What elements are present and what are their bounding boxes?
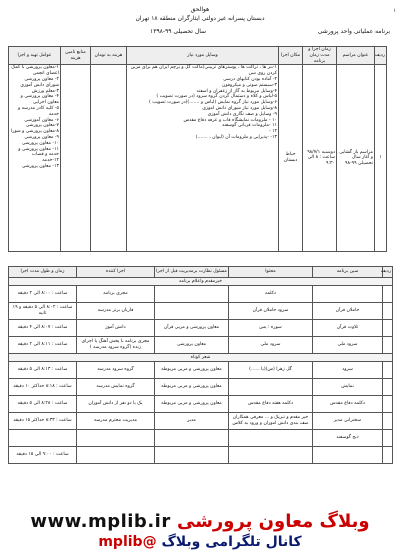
program-title: برنامه عملیاتی واحد پرورشی (317, 28, 390, 35)
agent-line: ۷-معاون پرورشی (25, 123, 59, 129)
sched-header-section: سین برنامه (313, 267, 383, 278)
agent-line: ۱۲-خدمه (42, 158, 59, 164)
watermark-channel-text: کانال تلگرامی وبلاگ (161, 534, 302, 550)
watermark-url[interactable]: www.mplib.ir (30, 511, 171, 532)
cell-empty (383, 396, 393, 413)
agent-line: ۱۰- معاون پرورشی (21, 140, 59, 146)
cell-content: سوره : یس (229, 320, 313, 337)
cell-empty (383, 337, 393, 354)
operational-plan-table (8, 46, 387, 252)
item-line: ۱۳- -پذیرایی و ملزومات آن (لیوان ، .......) (195, 134, 277, 140)
cell-section: سخنرانی مدیر (313, 413, 383, 430)
cell-empty (383, 286, 393, 303)
cell-supervisor (155, 447, 229, 464)
item-line: ۲- آماده بودن کتابهای درسی (223, 76, 277, 82)
sched-header-row: ردیف (383, 267, 393, 278)
cell-content: دکلمه (229, 286, 313, 303)
item-line: ۱۰ - ملزومات نمایشگاه قاب و عرفه دفاع مقدس (183, 117, 277, 123)
item-line: ۴-وسایل مربوط به گاز از زعفران و اسفند (196, 88, 277, 94)
cell-time: ساعت : ۸:۲۸ الی ۵ دقیقه (9, 396, 77, 413)
col-header-title: عنوان مراسم (337, 47, 375, 65)
cell-section (313, 286, 383, 303)
cell-performer: مجری برنامه با پخش آهنگ یا اجرای زنده (گروه سرود مدرسه ) (77, 337, 155, 354)
cell-content (229, 430, 313, 447)
cell-empty (383, 320, 393, 337)
agent-line: ۳-معلم ورزش (31, 88, 59, 94)
col-header-items: وسایل مورد نیاز (127, 47, 279, 65)
item-line: ۹- وسایل و صف نگاری دانش آموزی (207, 111, 277, 117)
cell-supervisor (155, 430, 229, 447)
bismillah-heading: هوالحق (190, 6, 210, 13)
cell-supervisor: معاون پرورشی (155, 337, 229, 354)
agent-line: ۱۳- معاون پرورشی (21, 163, 59, 169)
cell-performer: مدیریت محترم مدرسه (77, 413, 155, 430)
cell-content: گل زهرا (س)(یا ......) (229, 362, 313, 379)
watermark-brand: وبلاگ معاون پرورشی (176, 511, 370, 532)
sched-header-supervisor: مسئول نظارت برمدیریت قبل از اجرا (155, 267, 229, 278)
cell-empty (383, 303, 393, 320)
cell-section: سرود ملی (313, 337, 383, 354)
school-name: دبستان پسرانه غیر دولتی ایثارگران منطقه ۱۸ تهران (135, 15, 265, 22)
col-header-row: ردیف (375, 47, 387, 65)
cell-time: ساعت : ۸:۱۸ حداکثر ۱۰ دقیقه (9, 379, 77, 396)
cost-cell (91, 65, 127, 252)
cell-supervisor: مدیر (155, 413, 229, 430)
cell-section: تلاوت قرآن (313, 320, 383, 337)
agents-cell (9, 65, 61, 252)
page-mark: ۱ (393, 8, 396, 14)
section-welcome: خیرمقدم واعلام برنامه (9, 278, 393, 286)
col-header-agents: عوامل تهیه و اجرا (9, 47, 61, 65)
source-cell (61, 65, 91, 252)
cell-section (313, 447, 383, 464)
cell-supervisor: معاون پرورشی و مربی مربوطه (155, 362, 229, 379)
cell-time: ساعت : ۸:۰۷ الی ۴ دقیقه (9, 320, 77, 337)
cell-time: ساعت : ۸:۰۲ الی ۵ دقیقه و ۱۹ ثانیه (9, 303, 77, 320)
ceremony-place: حیاط دبستان (279, 65, 303, 252)
cell-supervisor (155, 303, 229, 320)
item-line: ۵-لباس و کلاه و دستمال گردن گروه سرود (در صورت تصویب ) (156, 94, 277, 100)
ceremony-schedule-table (8, 266, 393, 464)
cell-performer: مجری برنامه (77, 286, 155, 303)
agent-line: ۵- کلیه کادر مدرسه و خدمه (18, 105, 59, 117)
item-line: ۱۲ - (268, 129, 277, 135)
col-header-place: مکان اجرا (279, 47, 303, 65)
watermark-blog-line (0, 511, 400, 532)
cell-section: ذبح گوسفند (313, 430, 383, 447)
agent-line: ۱۱- معاون پرورشی و خدمه و قصاب (18, 146, 59, 158)
col-header-time: زمان اجرا و مدت زمان برنامه (303, 47, 337, 65)
cell-content: سرود ملی (229, 337, 313, 354)
agent-line: ۴- معاون پرورشی و معاون اجرایی (20, 94, 59, 106)
cell-performer: گروه نمایش مدرسه (77, 379, 155, 396)
cell-time: ساعت : ۸:۱۱ الی ۲ دقیقه (9, 337, 77, 354)
cell-supervisor: معاون پرورشی و مربی مربوطه (155, 396, 229, 413)
sched-header-content: محتوا (229, 267, 313, 278)
cell-performer (77, 447, 155, 464)
required-items (127, 65, 279, 252)
cell-performer: گروه سرود مدرسه (77, 362, 155, 379)
agent-line: ۱-معاون پرورشی با کمک اعضای انجمن (11, 65, 59, 77)
watermark-handle[interactable]: @mplib (98, 534, 157, 550)
ceremony-time: دوشنبه ۹۸/۷/۱ ساعت : ۸ الی ۹:۳۰ (303, 65, 337, 252)
cell-section: سرود (313, 362, 383, 379)
sched-header-performer: اجرا کننده (77, 267, 155, 278)
cell-performer (77, 430, 155, 447)
col-header-cost: هزینه به تومان (91, 47, 127, 65)
agent-line: ۶- معاون آموزشی (24, 117, 59, 123)
cell-section: نمایش (313, 379, 383, 396)
watermark-channel-line (0, 534, 400, 550)
cell-empty (383, 379, 393, 396)
item-line: ۱۱ -ملزومات قربانی گوسفند (222, 123, 277, 129)
section-short-poem: شعر کوتاه (9, 354, 393, 362)
agent-line: ۹- معاون پرورشی (24, 134, 59, 140)
cell-performer: قاریان برتر مدرسه (77, 303, 155, 320)
cell-performer: یک یا دو نفر از دانش آموزان (77, 396, 155, 413)
item-line: ۱-بنر ها ، تراکت ها ، پوسترهای تزیینی(ماکت گل و پرچم ایران هم برای مزین کردن روی سن (130, 65, 277, 77)
agent-line: ۸-معاون پرورشی و شورا (10, 129, 59, 135)
item-line: ۳-سیستم صوتی و میکروفون (222, 82, 277, 88)
cell-empty (383, 413, 393, 430)
agent-line: ۲- معاون پرورشی شورای دانش آموزی (20, 76, 59, 88)
cell-supervisor: معاون پرورشی و مربی مربوطه (155, 379, 229, 396)
cell-performer: دانش آموز (77, 320, 155, 337)
cell-time: ساعت : ۸:۰۰ الی ۲ دقیقه (9, 286, 77, 303)
cell-content: دکلمه هفته دفاع مقدس (229, 396, 313, 413)
cell-empty (383, 430, 393, 447)
item-line: ۶-وسایل مورد نیاز گروه نمایش (لباس و .......)(در صورت تصویب ) (148, 100, 277, 106)
cell-supervisor (155, 286, 229, 303)
cell-content: سرود حاملان قرآن (229, 303, 313, 320)
cell-content: خیر مقدم و تبریک و ... معرفی همکاران صف بندی دانش اموزان و ورود به کلاس (229, 413, 313, 430)
cell-empty (383, 362, 393, 379)
sched-header-time: زمان و طول مدت اجرا (9, 267, 77, 278)
cell-time: ساعت : ۹:۰۰ الی ۱۵ دقیقه (9, 447, 77, 464)
cell-section: حاملان قرآن (313, 303, 383, 320)
ceremony-title: مراسم باز گشایی و آغاز سال تحصیلی ۹۹-۹۸ (337, 65, 375, 252)
cell-supervisor: معاون پرورشی و مربی قرآن (155, 320, 229, 337)
cell-time (9, 430, 77, 447)
item-line: ۸-وسایل مورد نیاز شورای دانش اموزی (202, 105, 277, 111)
school-year: سال تحصیلی ۹۹-۱۳۹۸ (150, 28, 207, 35)
row-number: ۱ (375, 65, 387, 252)
cell-time: ساعت : ۸:۳۳ حداکثر ۱۵ دقیقه (9, 413, 77, 430)
cell-time: ساعت : ۸:۱۳ الی ۵ دقیقه (9, 362, 77, 379)
cell-empty (383, 447, 393, 464)
col-header-source: منابع تامین هزینه (61, 47, 91, 65)
cell-section: دکلمه دفاع مقدس (313, 396, 383, 413)
cell-content (229, 379, 313, 396)
cell-content (229, 447, 313, 464)
